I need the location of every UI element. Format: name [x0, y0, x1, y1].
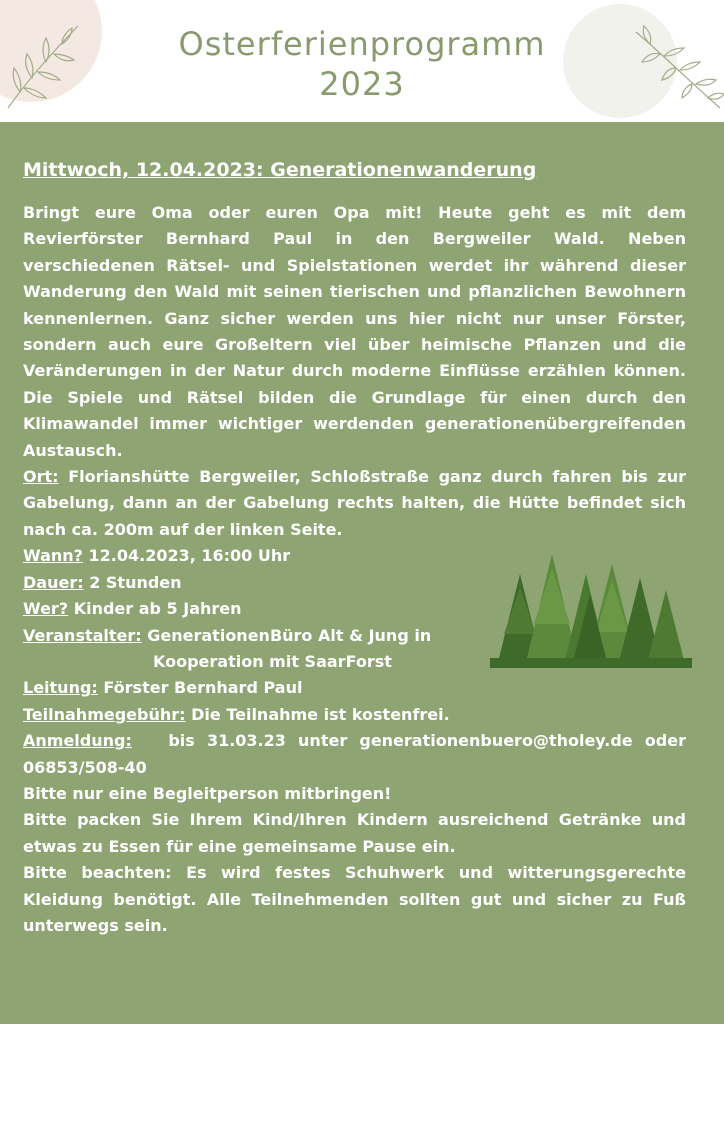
organizer-value-line-2: Kooperation mit SaarForst: [153, 651, 392, 671]
content-panel: [0, 122, 724, 1114]
page-number: 6: [661, 1085, 703, 1127]
leader-label: Leitung:: [23, 678, 98, 698]
duration-label: Dauer:: [23, 572, 84, 592]
audience-value: Kinder ab 5 Jahren: [73, 599, 242, 619]
page-title: [0, 24, 724, 104]
organizer-label: Veranstalter:: [23, 625, 142, 645]
note-clothing: Bitte beachten: Es wird festes Schuhwerk und witterungsgerechte Kleidung benötigt. Alle Teilnehmenden sollten gut und sicher zu Fuß unterwegs sein.: [23, 863, 686, 935]
event-leader: [23, 675, 686, 701]
title-line-2: 2023: [319, 65, 405, 103]
event-heading: Mittwoch, 12.04.2023: Generationenwanderung: [23, 159, 537, 181]
organizer-value-line-1: GenerationenBüro Alt & Jung in: [147, 625, 432, 645]
registration-value: bis 31.03.23 unter generationenbuero@tholey.de oder 06853/508-40: [23, 731, 686, 777]
event-registration: [23, 728, 686, 781]
duration-value: 2 Stunden: [89, 572, 182, 592]
forest-trees-icon: [490, 554, 692, 672]
time-value: 12.04.2023, 16:00 Uhr: [88, 546, 291, 566]
fee-value: Die Teilnahme ist kostenfrei.: [191, 704, 450, 724]
page-header: [0, 0, 724, 122]
registration-label: Anmeldung:: [23, 731, 132, 751]
audience-label: Wer?: [23, 599, 69, 619]
event-location: [23, 464, 686, 543]
note-companion: Bitte nur eine Begleitperson mitbringen!: [23, 783, 392, 803]
note-provisions: Bitte packen Sie Ihrem Kind/Ihren Kindern ausreichend Getränke und etwas zu Essen für eine gemeinsame Pause ein.: [23, 810, 686, 856]
location-label: Ort:: [23, 467, 59, 487]
location-value: Florianshütte Bergweiler, Schloßstraße ganz durch fahren bis zur Gabelung, dann an der Gabelung rechts halten, die Hütte befindet sich nach ca. 200m auf der linken Seite.: [23, 467, 686, 539]
event-details: [23, 156, 686, 939]
event-fee: [23, 702, 686, 728]
title-line-1: Osterferienprogramm: [178, 25, 546, 63]
leader-value: Förster Bernhard Paul: [103, 678, 303, 698]
event-description: Bringt eure Oma oder euren Opa mit! Heute geht es mit dem Revierförster Bernhard Paul in den Bergweiler Wald. Neben verschiedenen Rätsel- und Spielstationen werdet ihr während dieser Wanderung den Wald mit seinen tierischen und pflanzlichen Bewohnern kennenlernen. Ganz sicher werden uns hier nicht nur unser Förster, sondern auch eure Großeltern viel über heimische Pflanzen und die Veränderungen in der Natur durch moderne Einflüsse erzählen können. Die Spiele und Rätsel bilden die Grundlage für einen durch den Klimawandel immer wichtiger werdenden generationenübergreifenden Austausch.: [23, 203, 686, 460]
time-label: Wann?: [23, 546, 83, 566]
fee-label: Teilnahmegebühr:: [23, 704, 186, 724]
